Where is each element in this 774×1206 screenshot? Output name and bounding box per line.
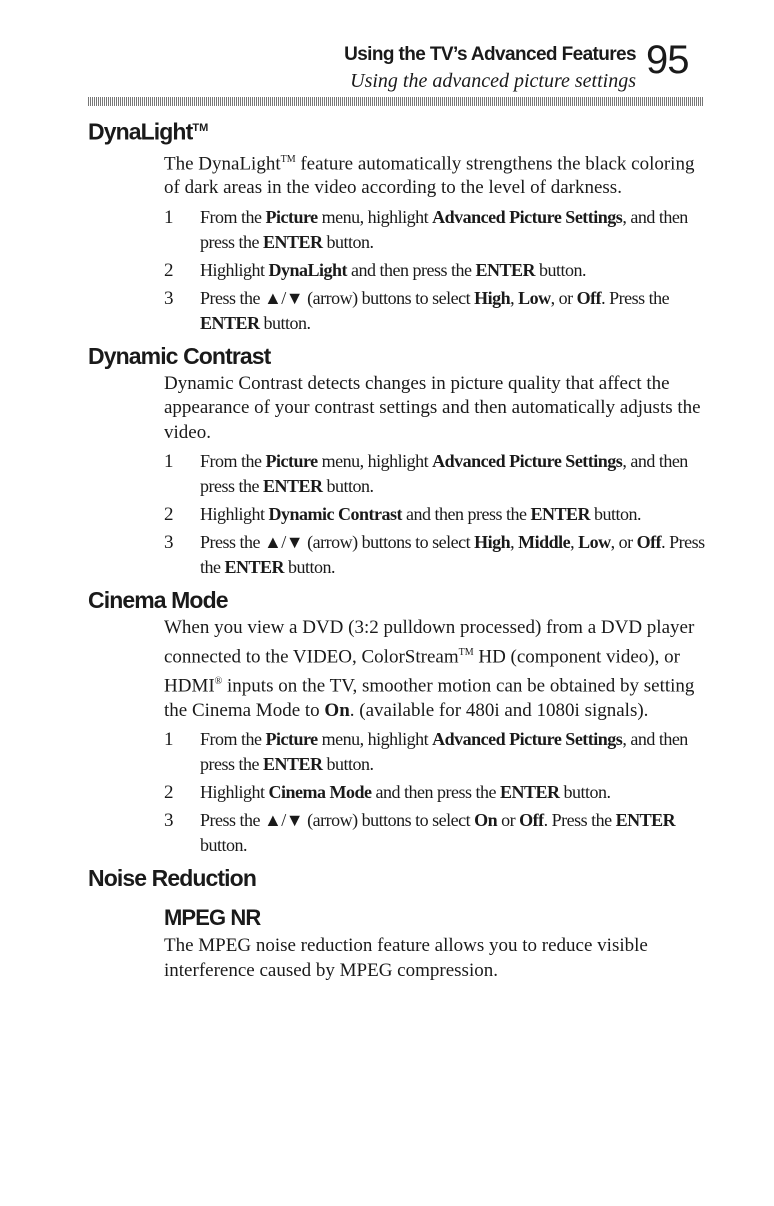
step-run: button. — [322, 754, 374, 775]
step-run: Highlight — [200, 259, 269, 280]
mpeg-nr-subheading: MPEG NR — [164, 905, 261, 931]
step-run: or — [497, 810, 520, 831]
button-name: ENTER — [262, 754, 323, 775]
step-number: 3 — [164, 810, 174, 832]
dynalight-heading-text: DynaLight — [88, 118, 193, 145]
step-text — [200, 727, 720, 777]
step-run: , or — [610, 532, 637, 553]
step-item — [164, 780, 724, 805]
step-run: button. — [322, 476, 374, 497]
dynamic-contrast-steps — [164, 449, 724, 580]
trademark-mark: TM — [458, 646, 474, 658]
mpeg-nr-description: The MPEG noise reduction feature allows you to reduce visible interference caused by MPEG compression. — [164, 935, 648, 981]
step-run: button. — [284, 557, 336, 578]
option-name: High — [474, 287, 511, 308]
step-item — [164, 808, 724, 858]
step-item — [164, 530, 724, 580]
step-text — [200, 780, 720, 805]
step-number: 1 — [164, 206, 174, 228]
page-header — [0, 0, 774, 110]
step-run: Highlight — [200, 782, 269, 803]
menu-item-name: Advanced Picture Settings — [432, 451, 623, 472]
step-run: . Press the — [601, 287, 670, 308]
step-run: . Press the — [200, 532, 705, 578]
dynamic-contrast-heading: Dynamic Contrast — [88, 342, 271, 369]
step-run: From the — [200, 206, 266, 227]
step-number: 2 — [164, 504, 174, 526]
step-run: button. — [559, 782, 611, 803]
menu-name: Picture — [265, 451, 318, 472]
cinema-mode-heading: Cinema Mode — [88, 587, 228, 614]
step-text — [200, 449, 720, 499]
step-text — [200, 808, 720, 858]
menu-name: Picture — [265, 206, 318, 227]
step-item — [164, 449, 724, 499]
menu-item-name: Advanced Picture Settings — [432, 206, 623, 227]
step-run: , — [510, 532, 519, 553]
option-name: Middle — [518, 532, 571, 553]
option-name: Off — [576, 287, 602, 308]
button-name: ENTER — [224, 557, 285, 578]
registered-mark: ® — [214, 675, 223, 687]
step-item — [164, 502, 724, 527]
step-run: button. — [322, 231, 374, 252]
step-run: From the — [200, 451, 266, 472]
cinema-mode-steps — [164, 727, 724, 858]
step-number: 2 — [164, 259, 174, 281]
button-name: ENTER — [615, 810, 676, 831]
step-text — [200, 502, 720, 527]
step-number: 3 — [164, 287, 174, 309]
option-name: On — [324, 699, 350, 721]
trademark-mark: TM — [192, 122, 209, 134]
button-name: ENTER — [499, 782, 560, 803]
page-content — [0, 112, 774, 987]
step-run: Press the ▲/▼ (arrow) buttons to select — [200, 810, 475, 831]
option-name: Off — [636, 532, 662, 553]
para-text: The DynaLight — [164, 152, 281, 174]
noise-reduction-heading: Noise Reduction — [88, 865, 256, 892]
option-name: On — [474, 810, 498, 831]
cinema-mode-description — [164, 616, 709, 723]
option-name: Off — [519, 810, 544, 831]
section-cinema-mode — [0, 584, 774, 858]
menu-name: Picture — [265, 729, 318, 750]
button-name: ENTER — [530, 504, 590, 525]
step-text — [200, 205, 720, 255]
step-text — [200, 286, 720, 336]
step-text — [200, 530, 720, 580]
step-run: . Press the — [543, 810, 616, 831]
step-run: From the — [200, 729, 266, 750]
para-text: HD (component video), or HDMI — [164, 646, 680, 697]
step-run: , and then press the — [200, 729, 688, 775]
step-run: button. — [259, 312, 311, 333]
menu-item-name: Dynamic Contrast — [268, 504, 403, 525]
para-text: feature automatically strengthens the black coloring of dark areas in the video according to the level of darkness. — [164, 152, 695, 199]
step-run: button. — [535, 259, 587, 280]
option-name: High — [474, 532, 511, 553]
dynalight-description — [164, 148, 709, 201]
section-noise-reduction — [0, 862, 774, 983]
step-item — [164, 727, 724, 777]
option-name: Low — [518, 287, 551, 308]
step-run: menu, highlight — [317, 206, 433, 227]
button-name: ENTER — [262, 476, 323, 497]
step-run: button. — [590, 504, 642, 525]
dynamic-contrast-description: Dynamic Contrast detects changes in picture quality that affect the appearance of your contrast settings and then automatically adjusts the video. — [164, 372, 701, 443]
step-number: 1 — [164, 451, 174, 473]
section-dynamic-contrast — [0, 340, 774, 581]
step-run: , or — [550, 287, 577, 308]
button-name: ENTER — [262, 231, 323, 252]
menu-item-name: Cinema Mode — [268, 782, 372, 803]
button-name: ENTER — [475, 259, 536, 280]
step-run: menu, highlight — [317, 729, 433, 750]
step-run: and then press the — [402, 504, 531, 525]
trademark-mark: TM — [280, 153, 296, 165]
step-run: , and then press the — [200, 451, 688, 497]
step-number: 2 — [164, 782, 174, 804]
step-run: , — [570, 532, 579, 553]
chapter-title: Using the TV’s Advanced Features — [344, 44, 636, 65]
step-item — [164, 286, 724, 336]
step-text — [200, 258, 720, 283]
page-number: 95 — [646, 38, 689, 82]
step-item — [164, 258, 724, 283]
step-run: , — [510, 287, 519, 308]
step-run: menu, highlight — [317, 451, 433, 472]
section-subtitle: Using the advanced picture settings — [350, 70, 636, 92]
step-run: , and then press the — [200, 206, 688, 252]
para-text: inputs on the TV, smoother motion can be obtained by setting the Cinema Mode to — [164, 675, 695, 721]
step-run: Highlight — [200, 504, 269, 525]
step-run: Press the ▲/▼ (arrow) buttons to select — [200, 532, 475, 553]
button-name: ENTER — [200, 312, 260, 333]
step-number: 3 — [164, 532, 174, 554]
step-run: and then press the — [371, 782, 500, 803]
para-text: . (available for 480i and 1080i signals). — [349, 699, 649, 721]
menu-item-name: DynaLight — [268, 259, 348, 280]
para-text: When you view a DVD (3:2 pulldown processed) from a DVD player connected to the VIDEO, ColorStream — [164, 617, 695, 668]
option-name: Low — [578, 532, 611, 553]
dynalight-steps — [164, 205, 724, 336]
step-run: button. — [200, 835, 248, 856]
section-dynalight — [0, 112, 774, 336]
step-run: Press the ▲/▼ (arrow) buttons to select — [200, 287, 475, 308]
dynalight-heading — [88, 112, 774, 148]
step-run: and then press the — [347, 259, 476, 280]
header-rule — [88, 97, 704, 106]
menu-item-name: Advanced Picture Settings — [432, 729, 623, 750]
step-item — [164, 205, 724, 255]
step-number: 1 — [164, 729, 174, 751]
